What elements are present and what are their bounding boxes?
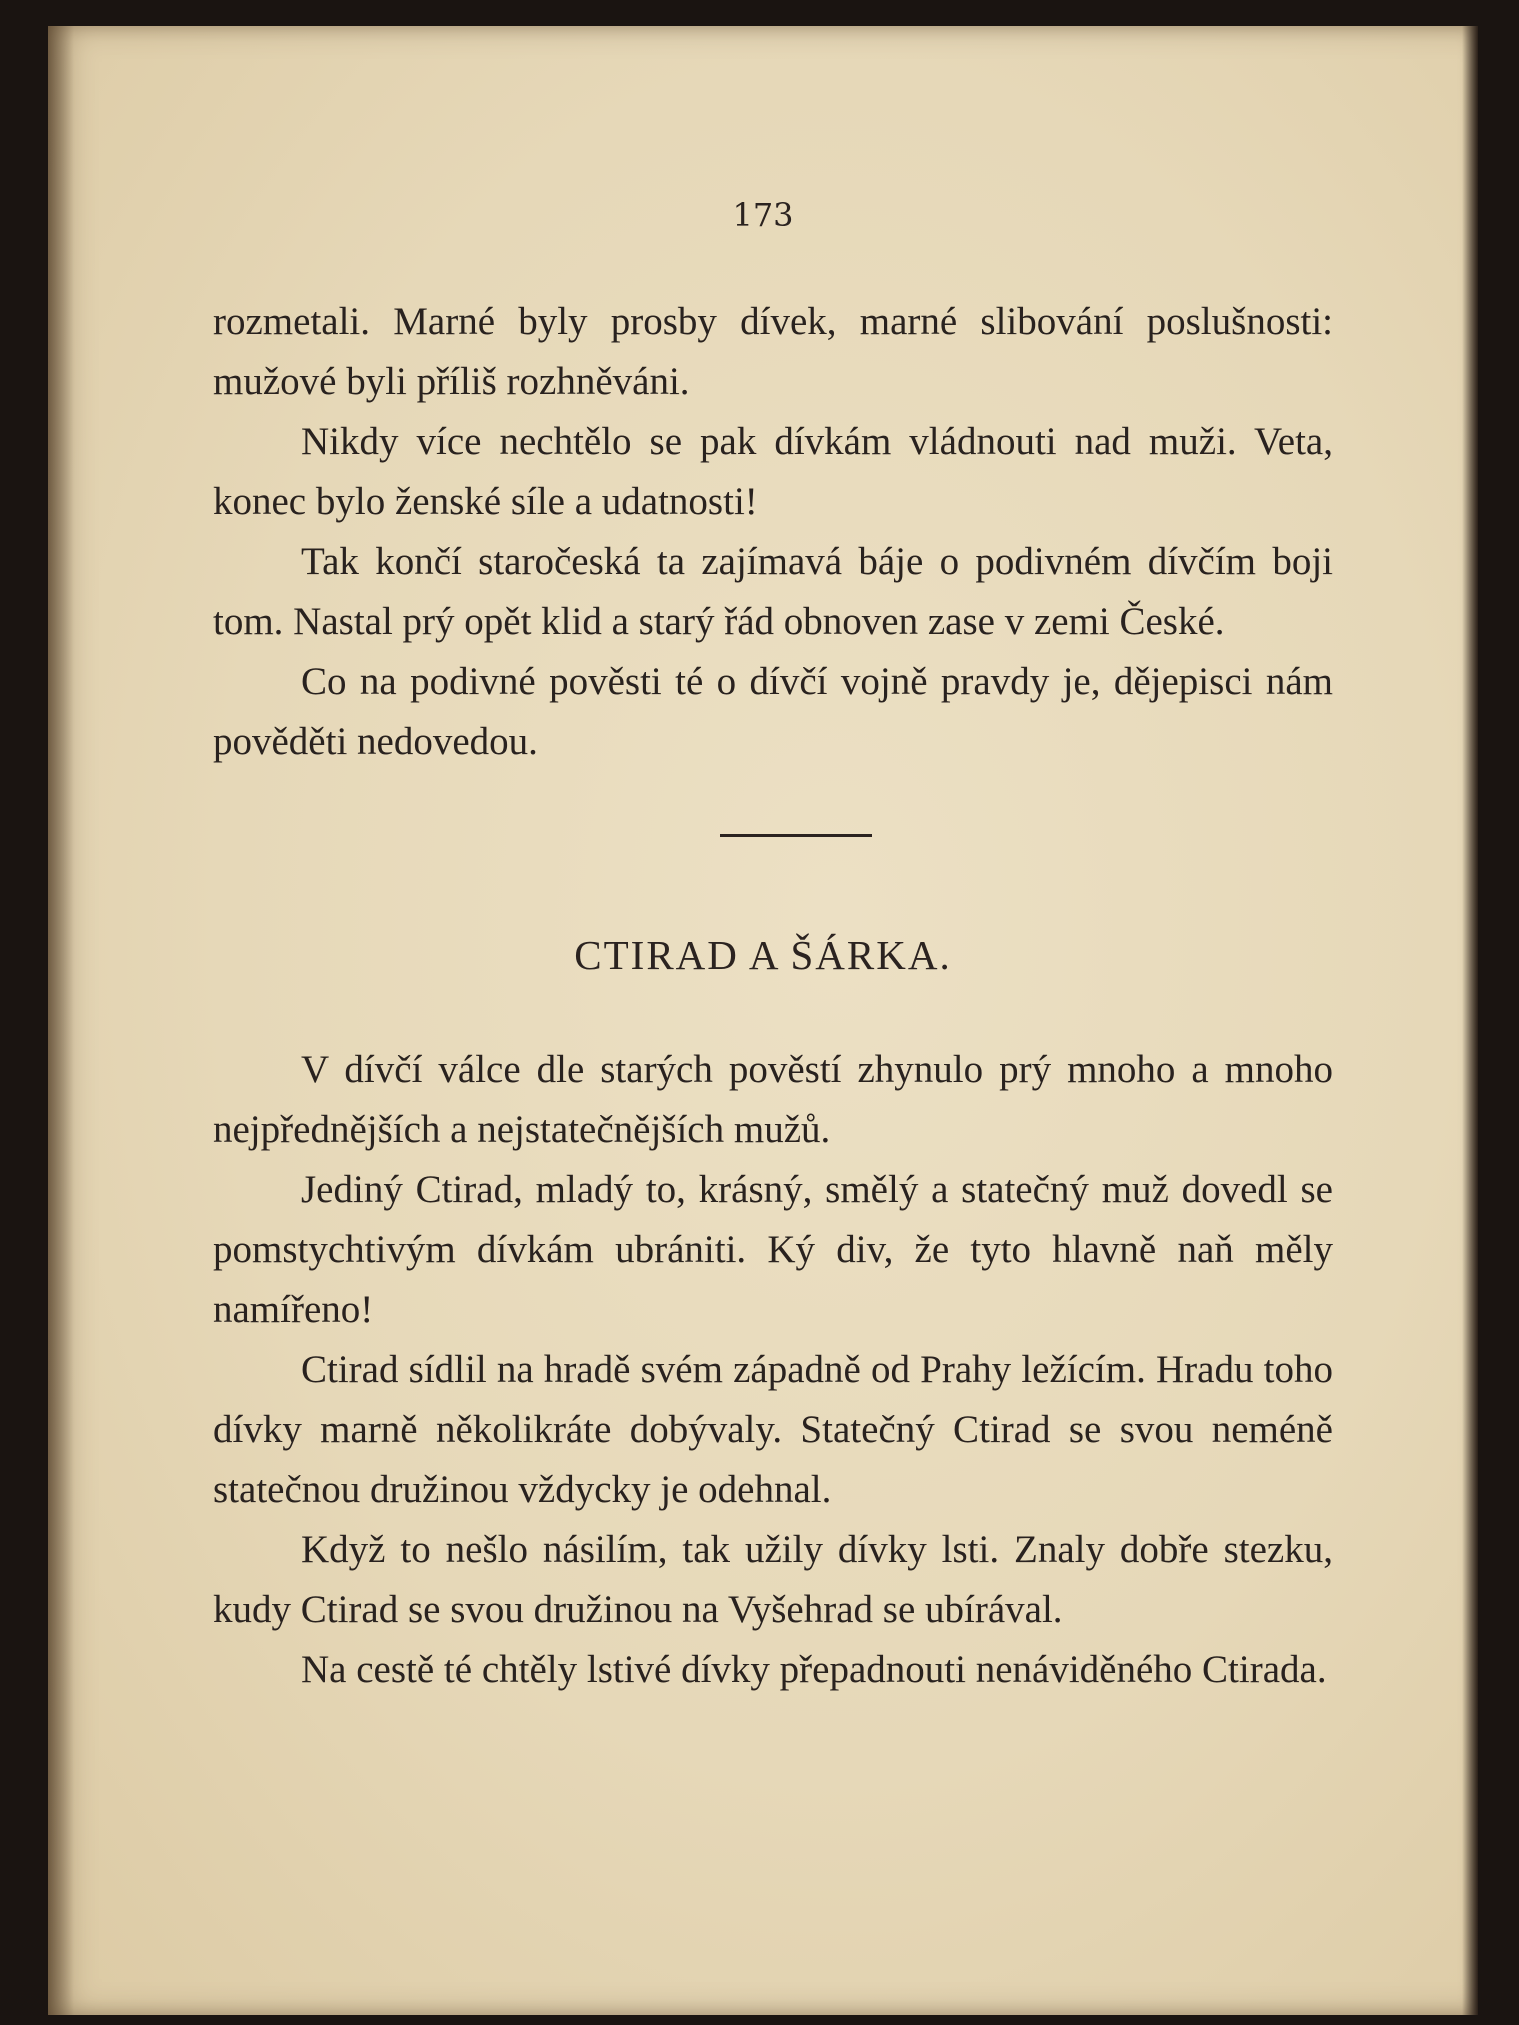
paragraph: Nikdy více nechtělo se pak dívkám vládnouti nad muži. Veta, konec bylo ženské síle a udatnosti!: [213, 420, 1333, 523]
page-number: 173: [732, 196, 794, 234]
page-sheet: [48, 26, 1478, 2015]
chapter-title: CTIRAD A ŠÁRKA.: [574, 932, 952, 978]
paragraph: Ctirad sídlil na hradě svém západně od Prahy ležícím. Hradu toho dívky marně několikráte dobývaly. Statečný Ctirad se svou neméně statečnou družinou vždycky je odehnal.: [213, 1348, 1333, 1511]
paragraph: Když to nešlo násilím, tak užily dívky lsti. Znaly dobře stezku, kudy Ctirad se svou družinou na Vyšehrad se ubírával.: [213, 1528, 1333, 1631]
spine-shadow: [48, 26, 74, 2015]
paragraph: Jediný Ctirad, mladý to, krásný, smělý a statečný muž dovedl se pomstychtivým dívkám ubrániti. Ký div, že tyto hlavně naň měly namířeno!: [213, 1168, 1333, 1331]
paragraph: V dívčí válce dle starých pověstí zhynulo prý mnoho a mnoho nejpřednějších a nejstatečnějších mužů.: [213, 1048, 1333, 1151]
text-section-2: [213, 1040, 1333, 1700]
text-section-1: [213, 292, 1333, 772]
paragraph: Na cestě té chtěly lstivé dívky přepadnouti nenáviděného Ctirada.: [301, 1648, 1327, 1691]
paragraph: Co na podivné pověsti té o dívčí vojně pravdy je, dějepisci nám pověděti nedovedou.: [213, 660, 1333, 763]
paragraph: Tak končí staročeská ta zajímavá báje o podivném dívčím boji tom. Nastal prý opět klid a starý řád obnoven zase v zemi České.: [213, 540, 1333, 643]
paragraph: rozmetali. Marné byly prosby dívek, marné slibování poslušnosti: mužové byli příliš rozhněváni.: [213, 300, 1333, 403]
section-divider: [720, 834, 872, 837]
page-edge: [1462, 26, 1478, 2015]
